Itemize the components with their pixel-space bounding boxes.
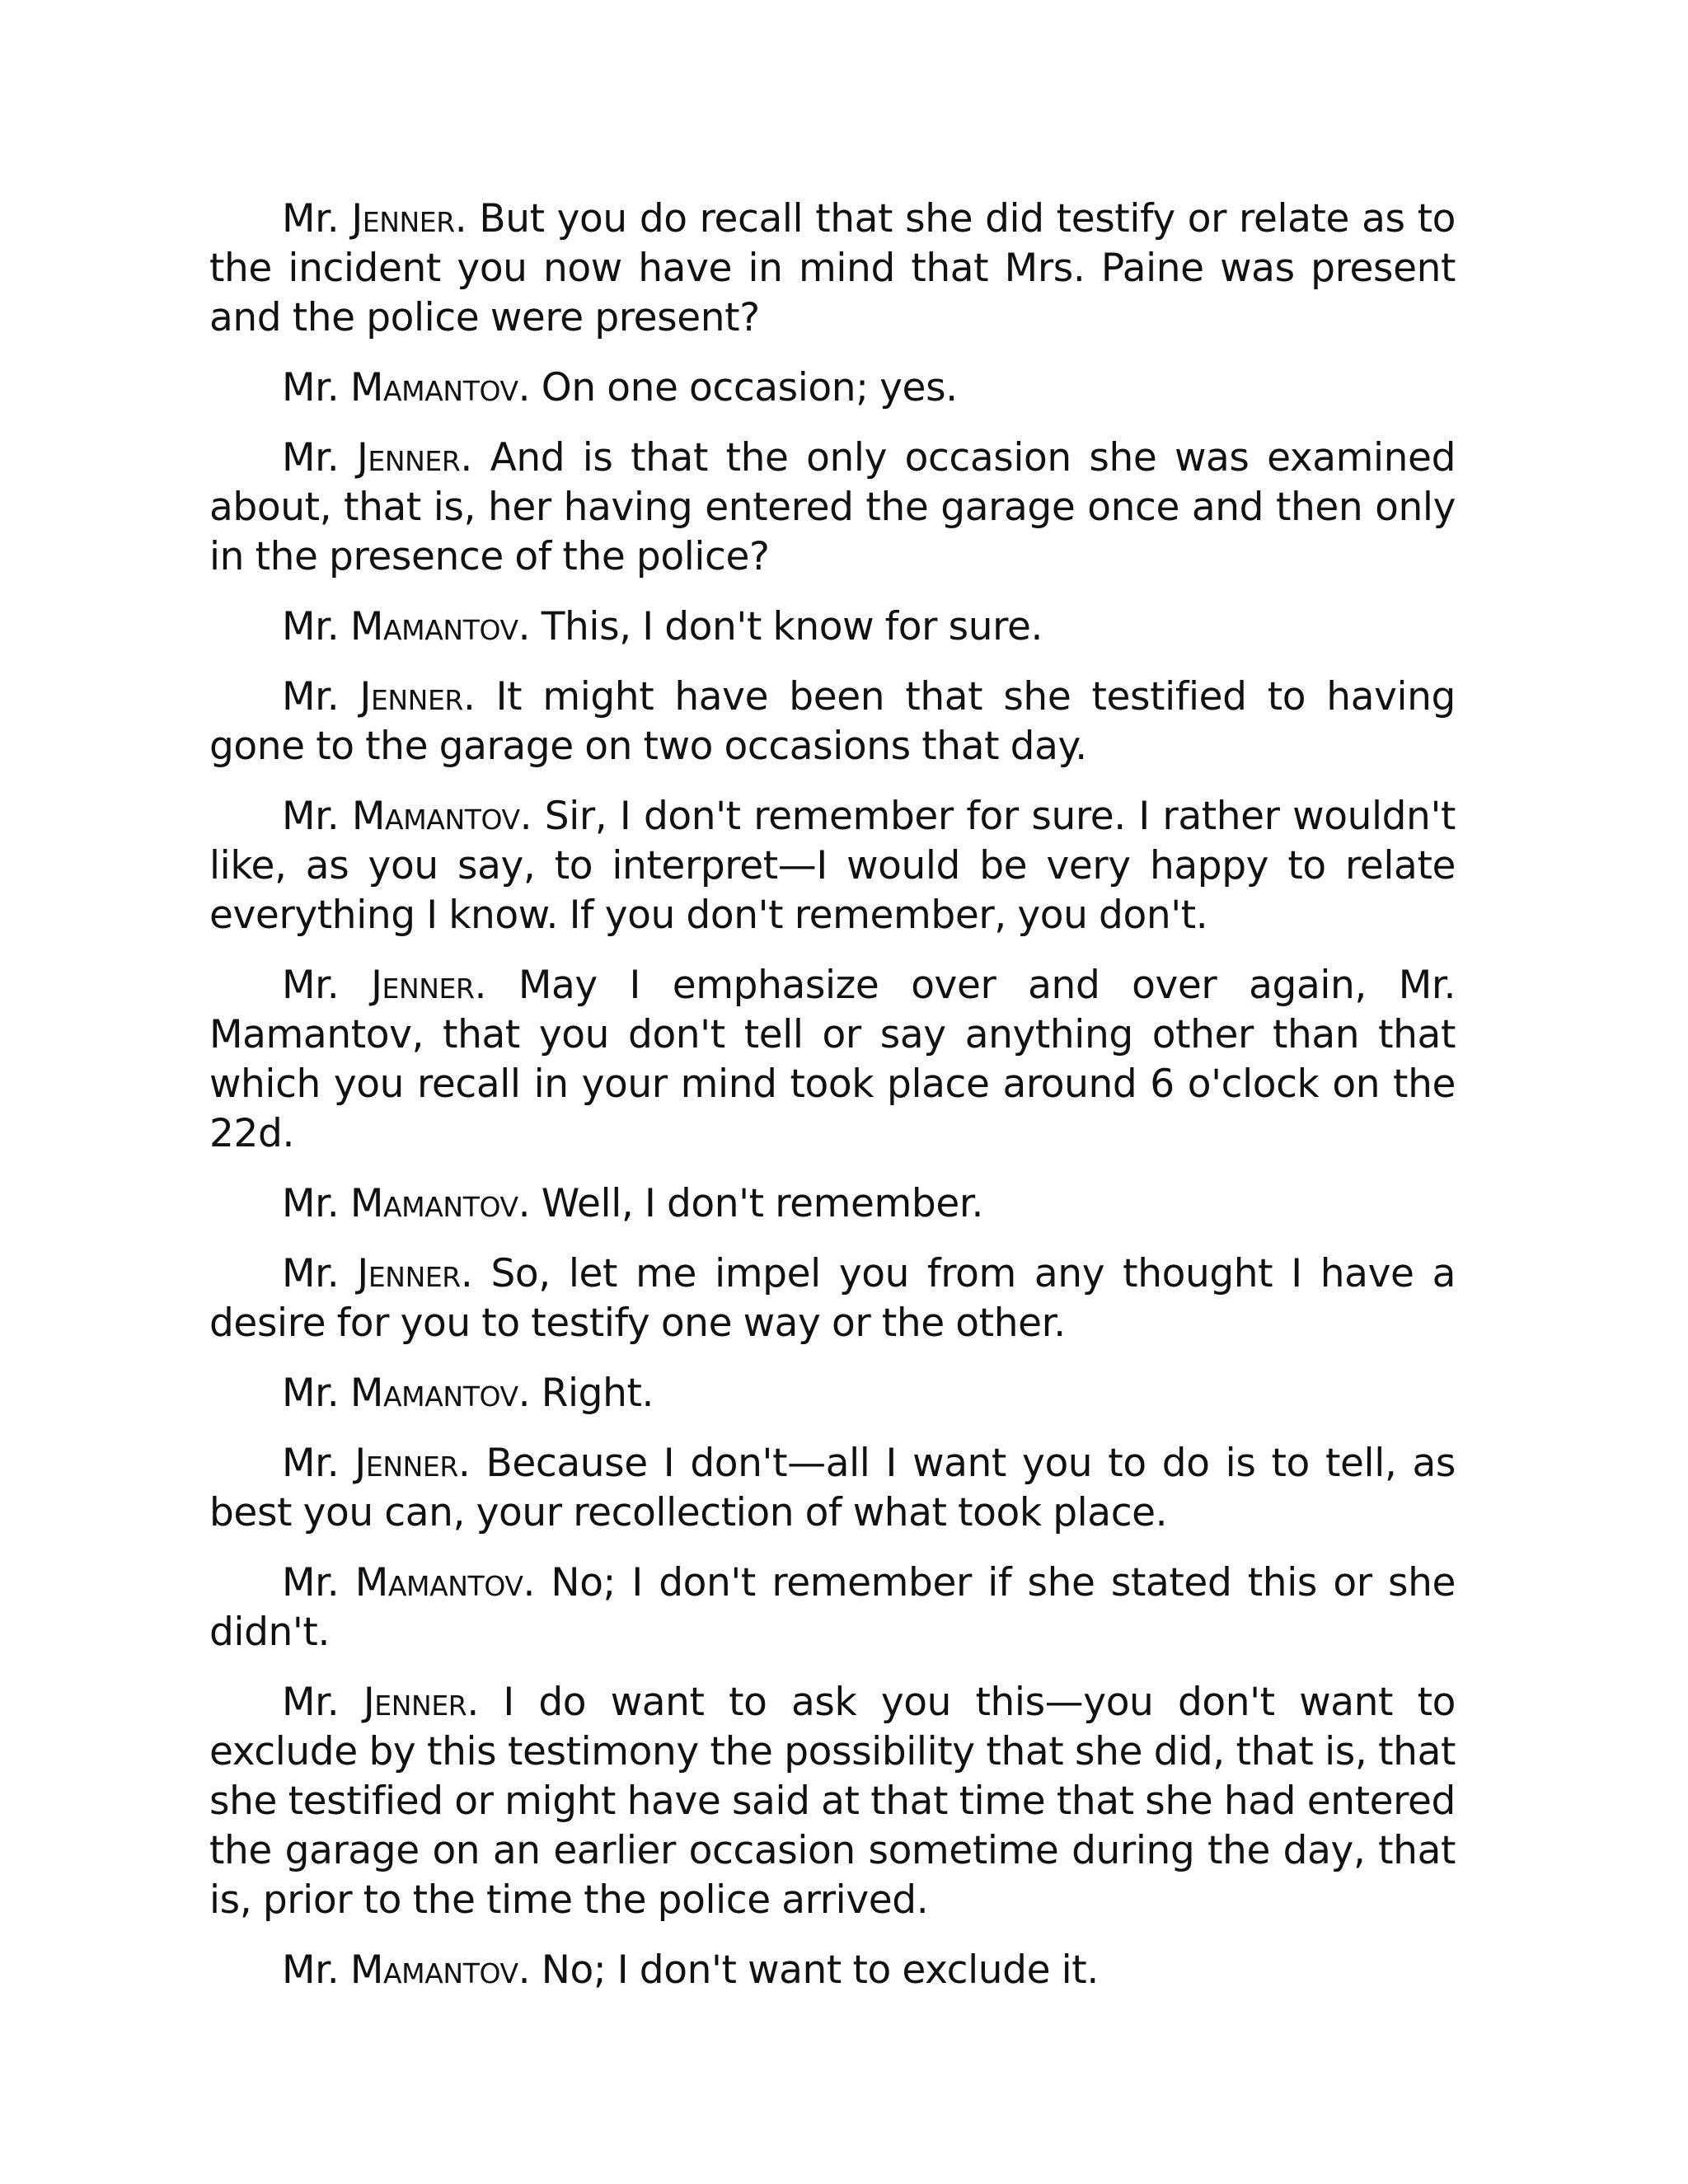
- speaker-name: Jenner: [363, 1680, 467, 1725]
- speaker-name: Jenner: [354, 1441, 458, 1486]
- paragraph-text: . May I emphasize over and over again, Mr. Mamantov, that you don't tell or say anything other than that which you recall in your mind took place around 6 o'clock on the 22d.: [209, 963, 1456, 1156]
- speaker-name: Mamantov: [349, 604, 518, 649]
- transcript-paragraph: [209, 434, 1456, 582]
- paragraph-text: . So, let me impel you from any thought I have a desire for you to testify one way or the other.: [209, 1251, 1456, 1346]
- speaker-name: Jenner: [351, 196, 455, 241]
- speaker-name: Jenner: [359, 674, 463, 719]
- speaker-prefix: Mr.: [282, 794, 352, 839]
- transcript-paragraph: [209, 792, 1456, 940]
- speaker-name: Mamantov: [349, 365, 518, 410]
- speaker-name: Mamantov: [349, 1371, 518, 1416]
- speaker-prefix: Mr.: [282, 435, 357, 480]
- transcript-paragraph: [209, 1249, 1456, 1348]
- transcript-paragraph: [209, 1369, 1456, 1418]
- speaker-name: Jenner: [357, 1251, 461, 1296]
- transcript-paragraph: [209, 363, 1456, 413]
- paragraph-text: . I do want to ask you this—you don't want to exclude by this testimony the possibility that she did, that is, that she testified or might have said at that time that she had entered the garage on an earlier occasion sometime during the day, that is, prior to the time the police arrived.: [209, 1680, 1456, 1923]
- speaker-prefix: Mr.: [282, 674, 360, 719]
- transcript-paragraph: [209, 1946, 1456, 1995]
- paragraph-text: . No; I don't want to exclude it.: [518, 1947, 1099, 1993]
- speaker-name: Jenner: [356, 435, 461, 480]
- speaker-name: Mamantov: [349, 1947, 518, 1993]
- speaker-prefix: Mr.: [282, 1947, 350, 1993]
- transcript-paragraph: [209, 961, 1456, 1159]
- transcript-paragraph: [209, 602, 1456, 652]
- paragraph-text: . No; I don't remember if she stated this or she didn't.: [209, 1560, 1456, 1655]
- transcript-page: [209, 194, 1456, 2016]
- paragraph-text: . This, I don't know for sure.: [518, 604, 1043, 649]
- paragraph-text: . Because I don't—all I want you to do is to tell, as best you can, your recollection of what took place.: [209, 1441, 1456, 1535]
- speaker-prefix: Mr.: [282, 1251, 358, 1296]
- paragraph-text: . But you do recall that she did testify or relate as to the incident you now have in mind that Mrs. Paine was present and the police were present?: [209, 196, 1456, 340]
- speaker-prefix: Mr.: [282, 1680, 363, 1725]
- speaker-name: Mamantov: [349, 1181, 518, 1226]
- paragraph-text: . Right.: [518, 1371, 654, 1416]
- transcript-paragraph: [209, 1179, 1456, 1229]
- speaker-prefix: Mr.: [282, 1441, 355, 1486]
- paragraph-text: . Well, I don't remember.: [518, 1181, 984, 1226]
- paragraph-text: . It might have been that she testified to having gone to the garage on two occasions that day.: [209, 674, 1456, 769]
- transcript-paragraph: [209, 673, 1456, 771]
- transcript-paragraph: [209, 1558, 1456, 1657]
- speaker-prefix: Mr.: [282, 604, 350, 649]
- transcript-paragraph: [209, 1439, 1456, 1538]
- speaker-name: Mamantov: [354, 1560, 523, 1605]
- paragraph-text: . And is that the only occasion she was examined about, that is, her having entered the garage once and then only in the presence of the police?: [209, 435, 1456, 579]
- speaker-prefix: Mr.: [282, 196, 352, 241]
- speaker-prefix: Mr.: [282, 1371, 350, 1416]
- paragraph-text: . On one occasion; yes.: [518, 365, 958, 410]
- speaker-prefix: Mr.: [282, 1181, 350, 1226]
- speaker-prefix: Mr.: [282, 963, 372, 1008]
- transcript-paragraph: [209, 1678, 1456, 1925]
- speaker-prefix: Mr.: [282, 1560, 355, 1605]
- paragraph-text: . Sir, I don't remember for sure. I rather wouldn't like, as you say, to interpret—I would be very happy to relate everything I know. If you don't remember, you don't.: [209, 794, 1456, 938]
- speaker-prefix: Mr.: [282, 365, 350, 410]
- speaker-name: Mamantov: [351, 794, 520, 839]
- transcript-paragraph: [209, 194, 1456, 343]
- speaker-name: Jenner: [371, 963, 475, 1008]
